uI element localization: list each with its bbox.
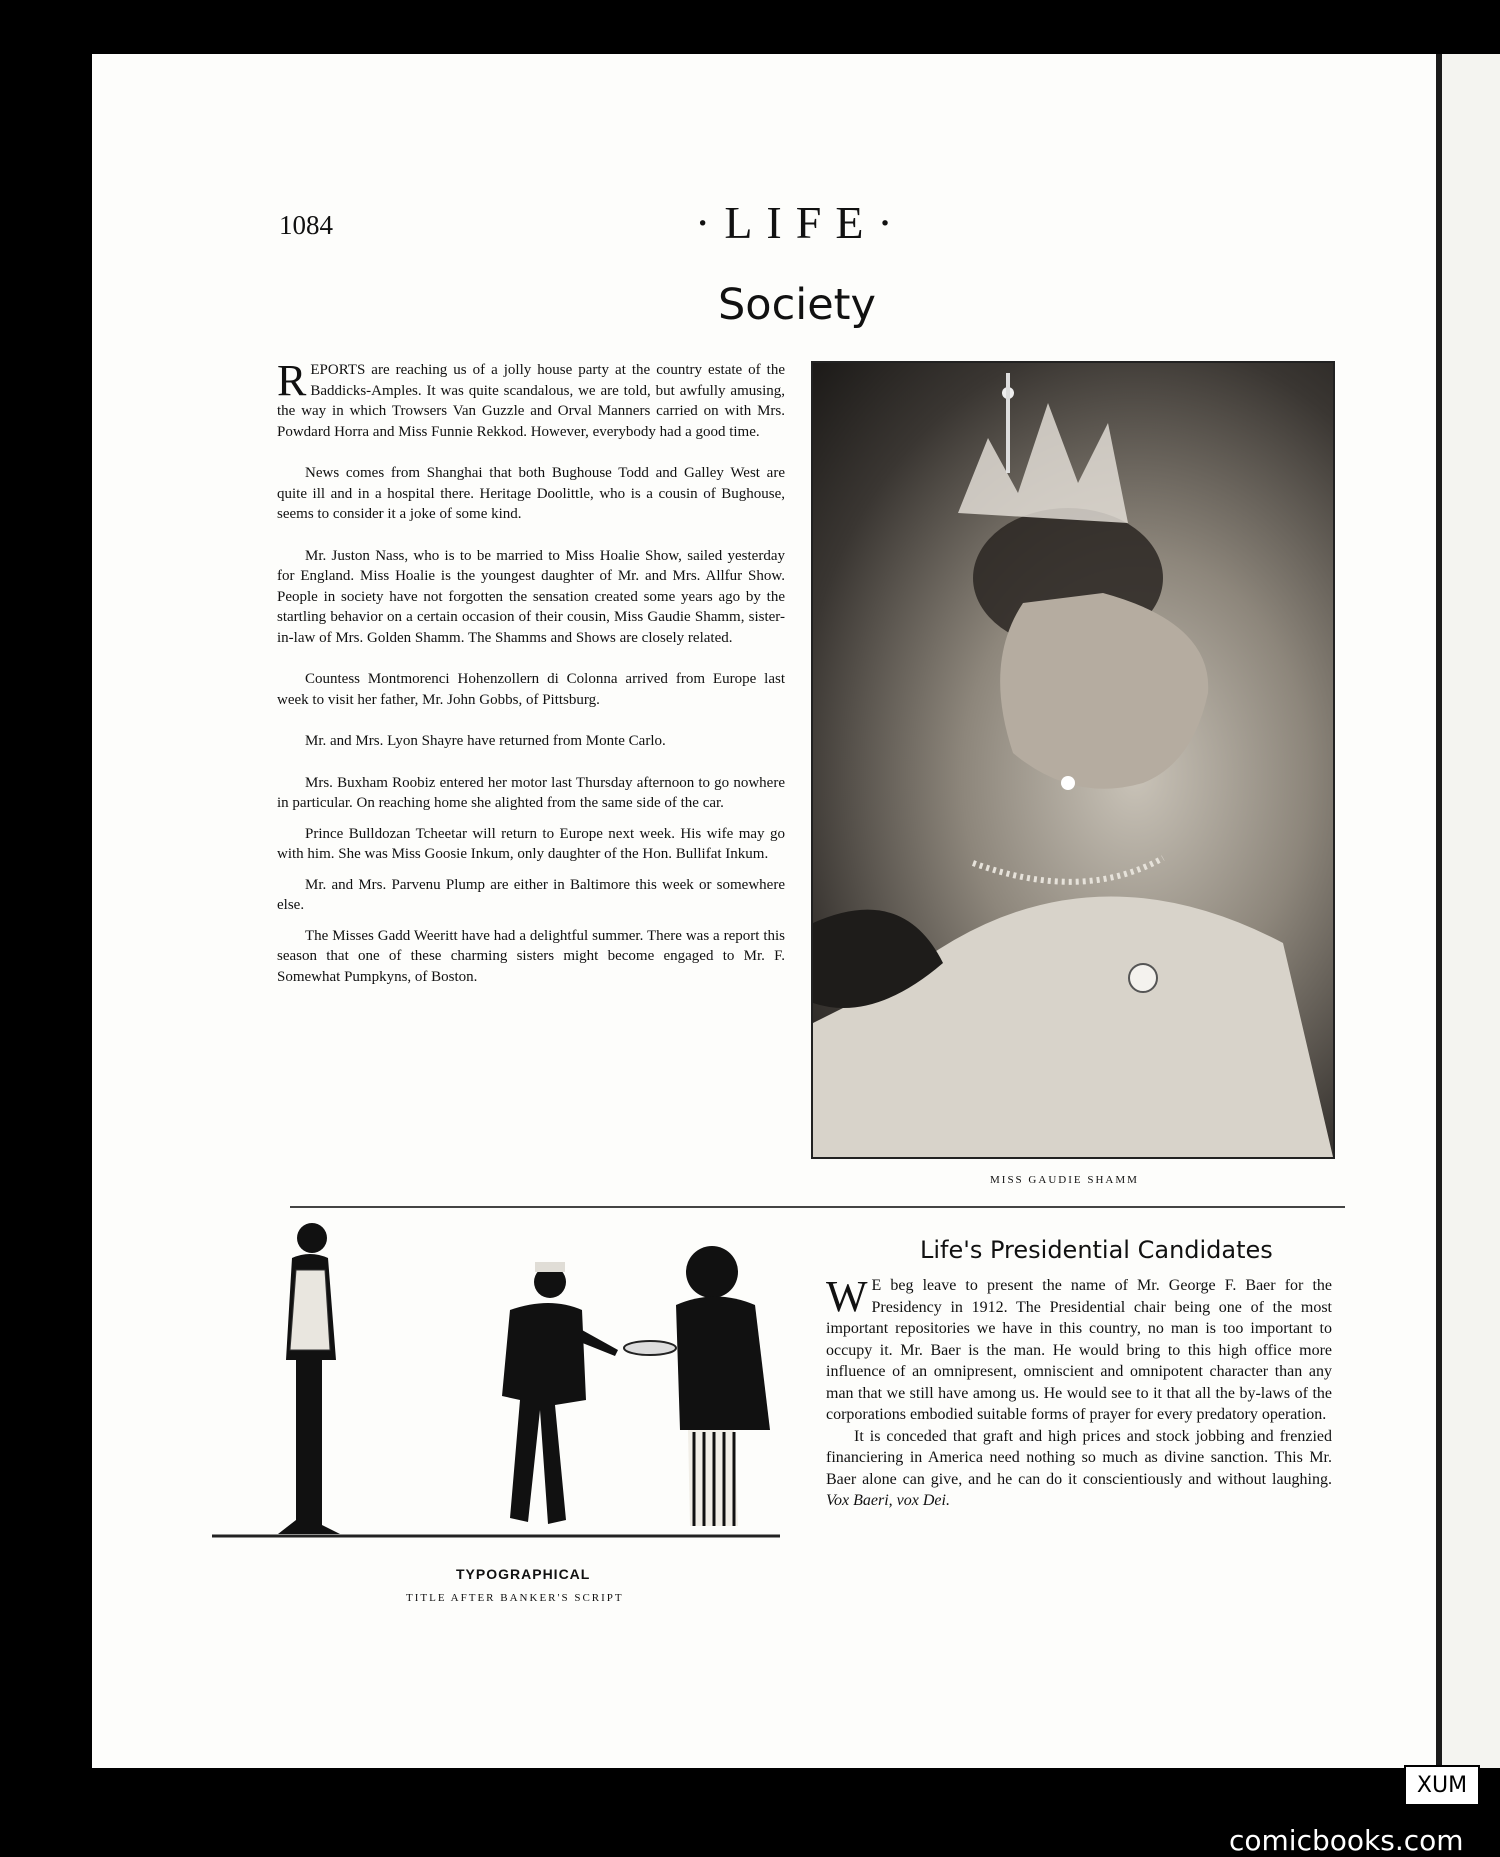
article-paragraph: W E beg leave to present the name of Mr. George F. Baer for the Presidency in 1912. The Presidential chair being one of the most important repositories we have in this country, no man is too important to occupy it. Mr. Baer is the man. He would bring to this high office more influence of an omnipresent, omniscient and omnipotent character than any man that we still have among us. He would see to it that all the by-laws of the corporations embodied suitable forms of prayer for every predatory operation. (826, 1272, 1332, 1423)
latin-closing: Vox Baeri, vox Dei. (826, 1492, 950, 1509)
cartoon-silhouette (210, 1210, 790, 1545)
society-paragraph: Mr. and Mrs. Lyon Shayre have returned from Monte Carlo. (305, 733, 666, 749)
watermark-site: comicbooks.com (1229, 1824, 1464, 1857)
watermark-badge: XUM (1404, 1765, 1480, 1806)
adjacent-page-edge (1442, 54, 1500, 1768)
society-column (277, 356, 785, 997)
section-title: Society (718, 280, 876, 330)
society-paragraph: Mr. and Mrs. Parvenu Plump are either in Baltimore this week or somewhere else. (277, 876, 785, 913)
society-paragraph: The Misses Gadd Weeritt have had a delightful summer. There was a report this season that one of these charming sisters might become engaged to Mr. F. Somewhat Pumpkyns, of Boston. (277, 927, 785, 985)
drop-cap: W (826, 1272, 868, 1321)
society-paragraph: News comes from Shanghai that both Bughouse Todd and Galley West are quite ill and in a hospital there. Heritage Doolittle, who is a cousin of Bughouse, seems to consider it a joke of some kind. (277, 465, 785, 522)
portrait-photo (811, 361, 1335, 1159)
portrait-illustration (813, 363, 1333, 1157)
society-paragraph: Mrs. Buxham Roobiz entered her motor last Thursday afternoon to go nowhere in particular. On reaching home she alighted from the same side of the car. (277, 774, 785, 811)
society-paragraph: REPORTS are reaching us of a jolly house party at the country estate of the Baddicks-Amples. It was quite scandalous, we are told, but awfully amusing, the way in which Trowsers Van Guzzle and Orval Manners carried on with Mrs. Powdard Horra and Miss Funnie Rekkod. However, everybody had a good time. (277, 356, 785, 440)
society-paragraph: Countess Montmorenci Hohenzollern di Colonna arrived from Europe last week to visit her father, Mr. John Gobbs, of Pittsburg. (277, 671, 785, 708)
cartoon-subtitle: TITLE AFTER BANKER'S SCRIPT (406, 1592, 624, 1604)
cartoon-title: TYPOGRAPHICAL (456, 1566, 591, 1582)
drop-cap: R (277, 356, 307, 405)
masthead: ·LIFE· (695, 197, 907, 248)
article-headline: Life's Presidential Candidates (920, 1236, 1273, 1264)
article-body (826, 1272, 1332, 1512)
section-divider (290, 1206, 1345, 1208)
society-paragraph: Prince Bulldozan Tcheetar will return to Europe next week. His wife may go with him. She was Miss Goosie Inkum, only daughter of the Hon. Bullifat Inkum. (277, 825, 785, 862)
photo-caption: MISS GAUDIE SHAMM (990, 1174, 1139, 1186)
article-paragraph: It is conceded that graft and high prices and stock jobbing and frenzied financiering in America need nothing so much as divine sanction. This Mr. Baer alone can give, and he can do it conscientiously and without laughing. Vox Baeri, vox Dei. (826, 1427, 1332, 1509)
society-paragraph: Mr. Juston Nass, who is to be married to Miss Hoalie Show, sailed yesterday for England. Miss Hoalie is the youngest daughter of Mr. and Mrs. Allfur Show. People in society have not forgotten the sensation created some years ago by the startling behavior on a certain occasion of their cousin, Miss Gaudie Shamm, sister-in-law of Mrs. Golden Shamm. The Shamms and Shows are closely related. (277, 547, 785, 646)
page-number: 1084 (279, 210, 333, 240)
